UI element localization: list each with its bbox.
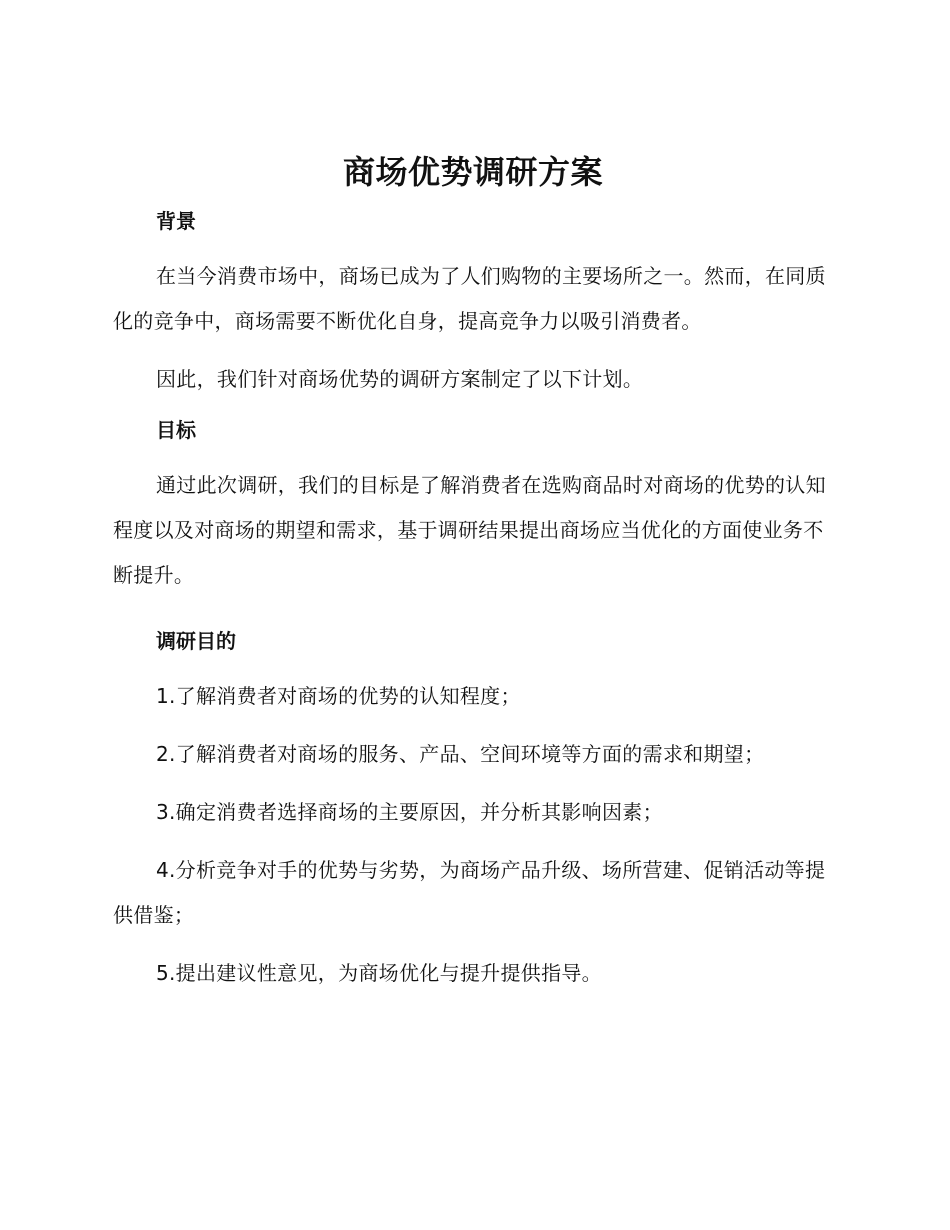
spacer [113,445,833,463]
spacer [113,777,833,790]
purpose-item-4: 4.分析竞争对手的优势与劣势，为商场产品升级、场所营建、促销活动等提供借鉴； [113,858,826,927]
document-body [113,148,833,996]
section-heading-goal: 目标 [156,418,196,442]
spacer [113,344,833,357]
spacer [113,835,833,848]
background-paragraph-1: 在当今消费市场中，商场已成为了人们购物的主要场所之一。然而，在同质化的竞争中，商场需要不断优化自身，提高竞争力以吸引消费者。 [113,264,826,333]
background-paragraph-2: 因此，我们针对商场优势的调研方案制定了以下计划。 [156,367,644,391]
section-heading-purpose: 调研目的 [156,629,236,653]
goal-paragraph-1: 通过此次调研，我们的目标是了解消费者在选购商品时对商场的优势的认知程度以及对商场的期望和需求，基于调研结果提出商场应当优化的方面使业务不断提升。 [113,473,826,587]
spacer [113,656,833,674]
purpose-item-3: 3.确定消费者选择商场的主要原因，并分析其影响因素； [156,800,663,824]
document-title: 商场优势调研方案 [342,153,603,191]
spacer [113,236,833,254]
purpose-item-5: 5.提出建议性意见，为商场优化与提升提供指导。 [156,961,602,985]
purpose-item-2: 2.了解消费者对商场的服务、产品、空间环境等方面的需求和期望； [156,742,765,766]
spacer [113,719,833,732]
spacer [113,938,833,951]
section-heading-background: 背景 [156,209,196,233]
spacer [113,598,833,626]
purpose-item-1: 1.了解消费者对商场的优势的认知程度； [156,684,521,708]
spacer [113,402,833,415]
